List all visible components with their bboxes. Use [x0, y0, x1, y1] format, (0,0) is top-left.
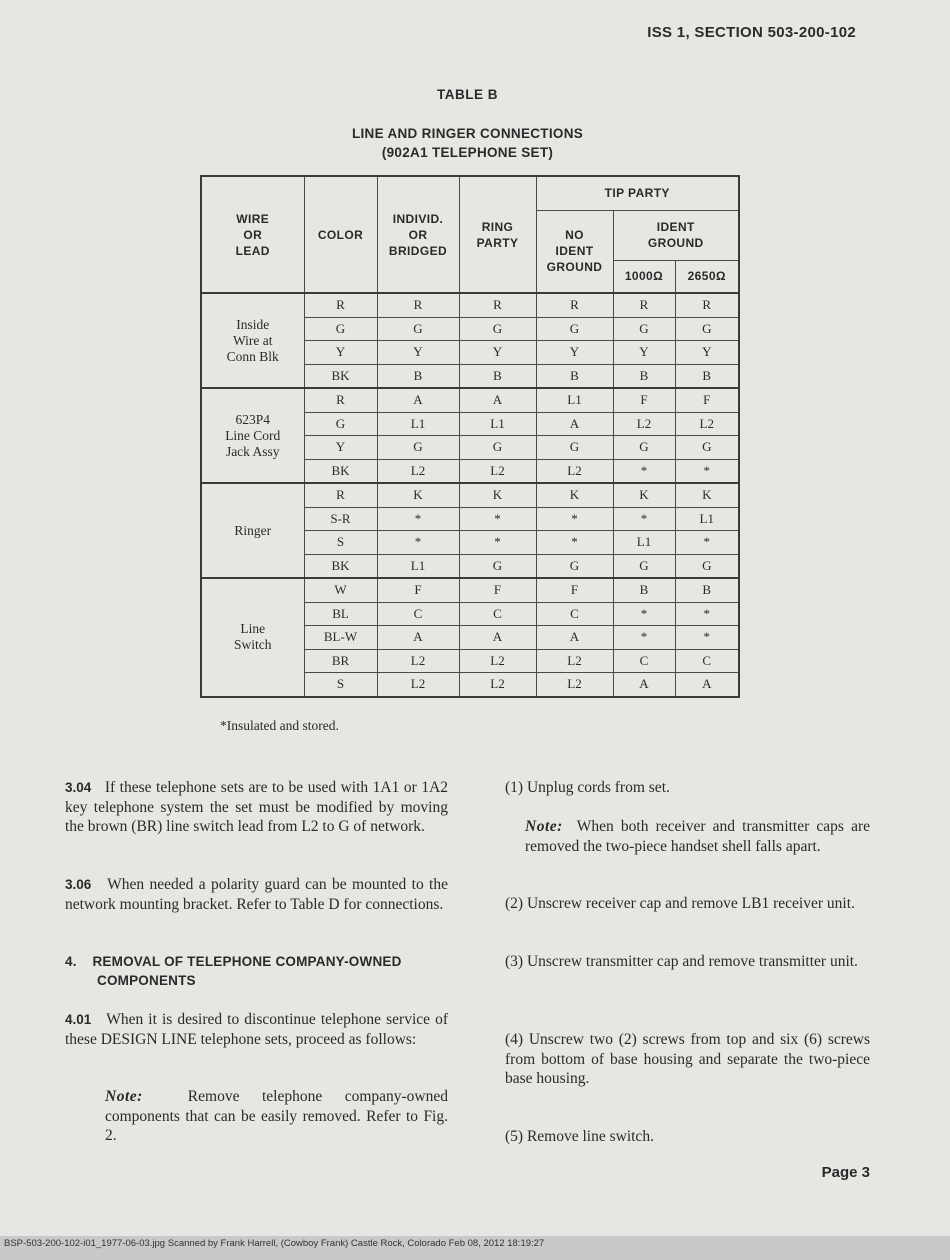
color-cell: BK — [304, 459, 377, 483]
scan-caption-bar: BSP-503-200-102-i01_1977-06-03.jpg Scanned by Frank Harrell, (Cowboy Frank) Castle Rock, Colorado Feb 08, 2012 18:19:27 — [0, 1236, 950, 1260]
connection-cell: * — [459, 507, 536, 531]
connection-cell: K — [675, 483, 739, 507]
connection-cell: L1 — [536, 388, 613, 412]
paragraph-text: When needed a polarity guard can be mounted to the network mounting bracket. Refer to Table D for connections. — [65, 876, 448, 913]
connection-cell: L1 — [377, 412, 459, 436]
connection-cell: A — [377, 626, 459, 650]
connection-cell: L1 — [675, 507, 739, 531]
table-header — [201, 176, 739, 293]
connection-cell: L1 — [613, 531, 675, 555]
header-ident-ground: IDENT GROUND — [613, 210, 739, 260]
connection-cell: R — [459, 293, 536, 317]
color-cell: BK — [304, 364, 377, 388]
connection-cell: G — [613, 436, 675, 460]
connection-cell: B — [377, 364, 459, 388]
connection-cell: L2 — [459, 673, 536, 697]
connection-cell: C — [377, 602, 459, 626]
connection-cell: C — [536, 602, 613, 626]
connection-cell: C — [675, 649, 739, 673]
connection-cell: C — [613, 649, 675, 673]
connection-cell: C — [459, 602, 536, 626]
connection-cell: * — [377, 531, 459, 555]
step-5: (5) Remove line switch. — [505, 1128, 654, 1145]
section-number: 4. — [65, 954, 77, 969]
step-4: (4) Unscrew two (2) screws from top and six (6) screws from bottom of base housing and separate the two-piece base housing. — [505, 1031, 870, 1087]
note-text: Remove telephone company-owned components that can be easily removed. Refer to Fig. 2. — [105, 1088, 448, 1144]
connection-cell: B — [613, 364, 675, 388]
connection-cell: R — [613, 293, 675, 317]
connection-cell: G — [459, 554, 536, 578]
connection-cell: A — [536, 626, 613, 650]
connection-cell: B — [613, 578, 675, 602]
connection-cell: * — [613, 507, 675, 531]
connection-cell: A — [536, 412, 613, 436]
color-cell: R — [304, 483, 377, 507]
connection-cell: R — [377, 293, 459, 317]
connection-cell: F — [613, 388, 675, 412]
note-text: When both receiver and transmitter caps are removed the two-piece handset shell falls apart. — [525, 818, 870, 855]
connection-cell: B — [675, 364, 739, 388]
group-label: Inside Wire at Conn Blk — [201, 293, 304, 388]
connection-cell: Y — [613, 341, 675, 365]
table-row — [201, 483, 739, 507]
connection-cell: L2 — [536, 649, 613, 673]
color-cell: S-R — [304, 507, 377, 531]
connection-cell: * — [459, 531, 536, 555]
paragraph-3-04 — [65, 778, 448, 837]
color-cell: Y — [304, 341, 377, 365]
color-cell: G — [304, 317, 377, 341]
header-no-ident-ground: NO IDENT GROUND — [536, 210, 613, 293]
connection-cell: * — [675, 459, 739, 483]
connection-cell: K — [377, 483, 459, 507]
color-cell: BL — [304, 602, 377, 626]
connection-cell: G — [377, 436, 459, 460]
note-handset — [525, 817, 870, 856]
connection-cell: L2 — [377, 459, 459, 483]
connection-cell: G — [675, 317, 739, 341]
header-wire-or-lead: WIRE OR LEAD — [201, 176, 304, 293]
connection-cell: F — [536, 578, 613, 602]
header-color: COLOR — [304, 176, 377, 293]
table-title: TABLE B — [437, 87, 498, 102]
step-3: (3) Unscrew transmitter cap and remove transmitter unit. — [505, 953, 858, 970]
color-cell: BR — [304, 649, 377, 673]
connection-cell: G — [675, 436, 739, 460]
color-cell: R — [304, 293, 377, 317]
connection-cell: Y — [459, 341, 536, 365]
page-number: Page 3 — [821, 1164, 870, 1181]
connection-cell: G — [377, 317, 459, 341]
table-row — [201, 388, 739, 412]
table-body — [201, 293, 739, 697]
header-2650-ohm: 2650Ω — [675, 260, 739, 293]
header-1000-ohm: 1000Ω — [613, 260, 675, 293]
connection-cell: G — [613, 554, 675, 578]
connection-cell: K — [613, 483, 675, 507]
connection-cell: * — [613, 459, 675, 483]
header-tip-party: TIP PARTY — [536, 176, 739, 210]
table-row — [201, 578, 739, 602]
group-label: 623P4 Line Cord Jack Assy — [201, 388, 304, 483]
connections-table — [200, 175, 740, 698]
connection-cell: L2 — [675, 412, 739, 436]
connection-cell: F — [459, 578, 536, 602]
group-label: Line Switch — [201, 578, 304, 697]
header-ring-party: RING PARTY — [459, 176, 536, 293]
connection-cell: Y — [377, 341, 459, 365]
connection-cell: * — [377, 507, 459, 531]
connection-cell: B — [459, 364, 536, 388]
connection-cell: A — [459, 388, 536, 412]
header-individ-or-bridged: INDIVID. OR BRIDGED — [377, 176, 459, 293]
color-cell: BL-W — [304, 626, 377, 650]
connection-cell: * — [675, 602, 739, 626]
connection-cell: G — [459, 436, 536, 460]
connection-cell: F — [675, 388, 739, 412]
connection-cell: L1 — [377, 554, 459, 578]
connection-cell: * — [536, 531, 613, 555]
connection-cell: R — [536, 293, 613, 317]
connection-cell: Y — [536, 341, 613, 365]
connection-cell: G — [613, 317, 675, 341]
color-cell: S — [304, 531, 377, 555]
table-footnote: *Insulated and stored. — [220, 718, 339, 733]
connection-cell: G — [536, 436, 613, 460]
connection-cell: G — [675, 554, 739, 578]
paragraph-text: If these telephone sets are to be used with 1A1 or 1A2 key telephone system the set must be modified by moving the brown (BR) line switch lead from L2 to G of network. — [65, 779, 449, 835]
connection-cell: * — [613, 602, 675, 626]
paragraph-number: 3.06 — [65, 877, 92, 892]
connection-cell: K — [536, 483, 613, 507]
group-label: Ringer — [201, 483, 304, 578]
table-subtitle-line1: LINE AND RINGER CONNECTIONS — [351, 126, 584, 141]
step-1: (1) Unplug cords from set. — [505, 779, 670, 796]
color-cell: S — [304, 673, 377, 697]
connection-cell: A — [675, 673, 739, 697]
section-4-heading — [65, 952, 448, 990]
connection-cell: A — [613, 673, 675, 697]
table-subtitle-line2: (902A1 TELEPHONE SET) — [381, 145, 554, 160]
connection-cell: A — [459, 626, 536, 650]
color-cell: G — [304, 412, 377, 436]
color-cell: R — [304, 388, 377, 412]
connection-cell: L2 — [459, 459, 536, 483]
connection-cell: Y — [675, 341, 739, 365]
section-header: ISS 1, SECTION 503-200-102 — [647, 24, 856, 41]
table-row — [201, 293, 739, 317]
color-cell: BK — [304, 554, 377, 578]
paragraph-text: When it is desired to discontinue telephone service of these DESIGN LINE telephone sets, proceed as follows: — [65, 1011, 448, 1048]
connection-cell: L2 — [613, 412, 675, 436]
connection-cell: F — [377, 578, 459, 602]
connection-cell: A — [377, 388, 459, 412]
connection-cell: * — [675, 531, 739, 555]
connection-cell: L2 — [377, 649, 459, 673]
paragraph-4-01 — [65, 1010, 448, 1049]
step-2: (2) Unscrew receiver cap and remove LB1 receiver unit. — [505, 895, 855, 912]
section-title: REMOVAL OF TELEPHONE COMPANY-OWNED COMPONENTS — [92, 954, 402, 988]
note-remove-components — [105, 1087, 448, 1146]
connection-cell: L1 — [459, 412, 536, 436]
note-label: Note: — [105, 1088, 143, 1105]
connection-cell: L2 — [459, 649, 536, 673]
paragraph-3-06 — [65, 875, 448, 914]
connection-cell: L2 — [536, 673, 613, 697]
note-label: Note: — [525, 818, 563, 835]
connection-cell: L2 — [536, 459, 613, 483]
color-cell: Y — [304, 436, 377, 460]
connection-cell: B — [675, 578, 739, 602]
connection-cell: * — [613, 626, 675, 650]
connection-cell: G — [536, 554, 613, 578]
color-cell: W — [304, 578, 377, 602]
connection-cell: G — [459, 317, 536, 341]
connection-cell: G — [536, 317, 613, 341]
table-subtitle — [0, 124, 935, 162]
connection-cell: B — [536, 364, 613, 388]
connection-cell: K — [459, 483, 536, 507]
connection-cell: * — [536, 507, 613, 531]
connection-cell: * — [675, 626, 739, 650]
paragraph-number: 4.01 — [65, 1012, 92, 1027]
connection-cell: L2 — [377, 673, 459, 697]
paragraph-number: 3.04 — [65, 780, 92, 795]
connection-cell: R — [675, 293, 739, 317]
